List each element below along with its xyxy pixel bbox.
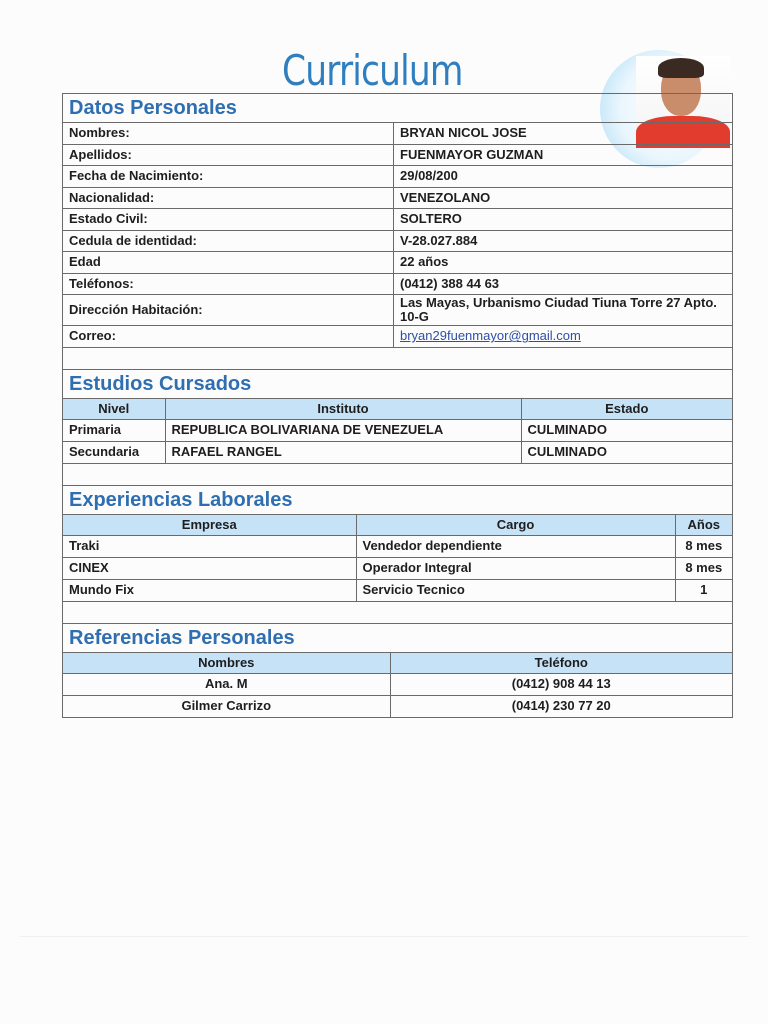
table-header-row	[63, 399, 732, 420]
column-header: Nivel	[63, 399, 165, 420]
table-cell: REPUBLICA BOLIVARIANA DE VENEZUELA	[165, 419, 521, 441]
column-header: Nombres	[63, 653, 390, 674]
table-cell: 1	[675, 579, 732, 601]
field-value: V-28.027.884	[394, 230, 733, 252]
table-row	[63, 209, 732, 231]
estudios-table	[63, 399, 732, 464]
table-cell: Gilmer Carrizo	[63, 695, 390, 717]
table-cell: CULMINADO	[521, 419, 732, 441]
table-row	[63, 695, 732, 717]
scan-artifact-line	[20, 936, 748, 937]
table-row	[63, 557, 732, 579]
table-cell: Vendedor dependiente	[356, 535, 675, 557]
table-cell: CULMINADO	[521, 441, 732, 463]
field-label: Correo:	[63, 326, 394, 348]
section-estudios-cursados: Estudios Cursados	[63, 370, 732, 399]
field-value: BRYAN NICOL JOSE	[394, 123, 733, 144]
field-value: (0412) 388 44 63	[394, 273, 733, 295]
field-label: Nacionalidad:	[63, 187, 394, 209]
field-value: SOLTERO	[394, 209, 733, 231]
table-cell: Operador Integral	[356, 557, 675, 579]
field-value	[394, 326, 733, 348]
table-cell: CINEX	[63, 557, 356, 579]
table-cell: Servicio Tecnico	[356, 579, 675, 601]
field-value: Las Mayas, Urbanismo Ciudad Tiuna Torre 27 Apto. 10-G	[394, 295, 733, 326]
field-label: Fecha de Nacimiento:	[63, 166, 394, 188]
field-label: Nombres:	[63, 123, 394, 144]
table-cell: 8 mes	[675, 557, 732, 579]
field-value: VENEZOLANO	[394, 187, 733, 209]
photo-hair	[658, 58, 704, 78]
experiencias-table	[63, 515, 732, 602]
table-cell: Mundo Fix	[63, 579, 356, 601]
referencias-table	[63, 653, 732, 717]
table-cell: Primaria	[63, 419, 165, 441]
field-value: 22 años	[394, 252, 733, 274]
section-spacer	[63, 464, 732, 486]
column-header: Años	[675, 515, 732, 536]
table-row	[63, 123, 732, 144]
table-header-row	[63, 515, 732, 536]
table-cell: RAFAEL RANGEL	[165, 441, 521, 463]
datos-personales-table	[63, 123, 732, 348]
table-cell: (0414) 230 77 20	[511, 698, 611, 713]
table-row	[63, 419, 732, 441]
section-spacer	[63, 348, 732, 370]
column-header: Empresa	[63, 515, 356, 536]
field-label: Cedula de identidad:	[63, 230, 394, 252]
section-datos-personales: Datos Personales	[63, 94, 732, 123]
table-row	[63, 295, 732, 326]
table-cell: Secundaria	[63, 441, 165, 463]
table-row	[63, 273, 732, 295]
table-row	[63, 579, 732, 601]
table-cell: Traki	[63, 535, 356, 557]
section-experiencias-laborales: Experiencias Laborales	[63, 486, 732, 515]
column-header: Instituto	[165, 399, 521, 420]
section-referencias-personales: Referencias Personales	[63, 624, 732, 653]
table-row	[63, 535, 732, 557]
document-title: Curriculum	[282, 46, 463, 95]
table-row	[63, 166, 732, 188]
table-row	[63, 673, 732, 695]
field-label: Dirección Habitación:	[63, 295, 394, 326]
email-link[interactable]: bryan29fuenmayor@gmail.com	[400, 328, 581, 344]
curriculum-body	[62, 93, 733, 718]
field-label: Teléfonos:	[63, 273, 394, 295]
table-row	[63, 326, 732, 348]
table-cell: (0412) 908 44 13	[390, 673, 732, 695]
field-value: 29/08/200	[394, 166, 733, 188]
column-header: Estado	[521, 399, 732, 420]
field-label: Estado Civil:	[63, 209, 394, 231]
table-row	[63, 230, 732, 252]
table-header-row	[63, 653, 732, 674]
table-row	[63, 187, 732, 209]
field-label: Edad	[63, 252, 394, 274]
column-header: Cargo	[356, 515, 675, 536]
table-cell: 8 mes	[675, 535, 732, 557]
section-spacer	[63, 602, 732, 624]
field-label: Apellidos:	[63, 144, 394, 166]
table-row	[63, 144, 732, 166]
table-row	[63, 252, 732, 274]
column-header: Teléfono	[390, 653, 732, 674]
field-value: FUENMAYOR GUZMAN	[394, 144, 733, 166]
table-row	[63, 441, 732, 463]
table-cell: Ana. M	[63, 673, 390, 695]
